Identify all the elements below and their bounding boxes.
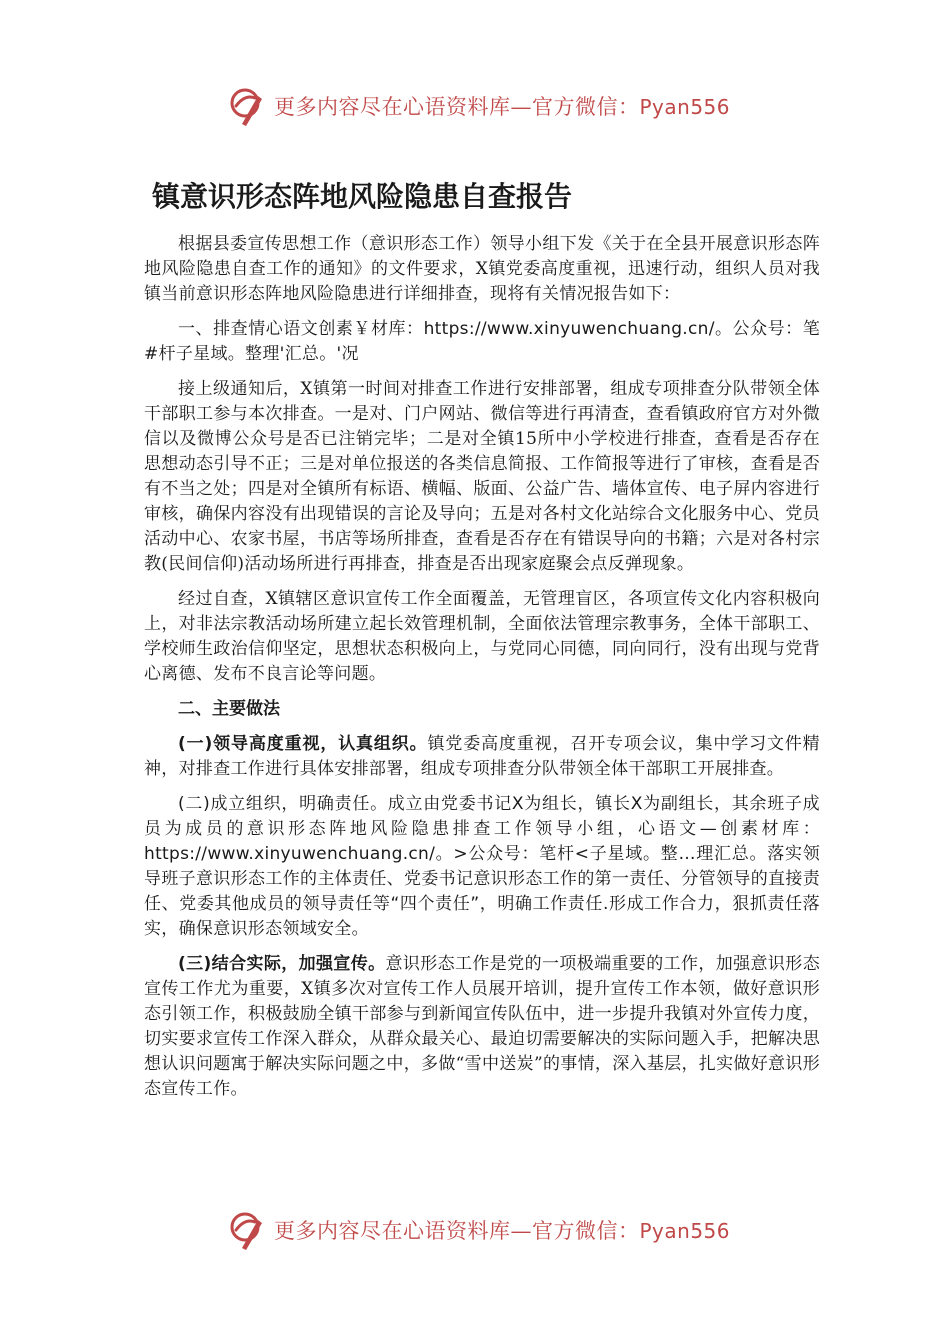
pen-logo-icon xyxy=(228,86,268,126)
footer-banner xyxy=(228,1208,748,1252)
section1-paragraph-1: 接上级通知后，X镇第一时间对排查工作进行安排部署，组成专项排查分队带领全体干部职工参与本次排查。一是对、门户网站、微信等进行再清查，查看镇政府官方对外微信以及微博公众号是否已注销完毕；二是对全镇15所中小学校进行排查，查看是否存在思想动态引导不正；三是对单位报送的各类信息简报、工作简报等进行了审核，查看是否有不当之处；四是对全镇所有标语、横幅、版面、公益广告、墙体宣传、电子屏内容进行审核，确保内容没有出现错误的言论及导向；五是对各村文化站综合文化服务中心、党员活动中心、农家书屋，书店等场所排查，查看是否存在有错误导向的书籍；六是对各村宗教(民间信仰)活动场所进行再排查，排查是否出现家庭聚会点反弹现象。 xyxy=(144,379,820,574)
item1-paragraph xyxy=(144,732,820,782)
item3-paragraph xyxy=(144,952,820,1102)
section2-heading: 二、主要做法 xyxy=(178,699,280,719)
document-body xyxy=(144,232,820,1112)
item2-paragraph: (二)成立组织，明确责任。成立由党委书记X为组长，镇长X为副组长，其余班子成员为成员的意识形态阵地风险隐患排查工作领导小组，心语文—创素材库：https://www.xinyuwenchuang.cn/。>公众号：笔杆<子星域。整…理汇总。落实领导班子意识形态工作的主体责任、党委书记意识形态工作的第一责任、分管领导的直接责任、党委其他成员的领导责任等“四个责任”，明确工作责任.形成工作合力，狠抓责任落实，确保意识形态领域安全。 xyxy=(144,794,820,939)
banner-text: 更多内容尽在心语资料库—官方微信：Pyan556 xyxy=(274,95,731,119)
item1-text: 镇党委高度重视，召开专项会议，集中学习文件精神，对排查工作进行具体安排部署，组成专项排查分队带领全体干部职工开展排查。 xyxy=(144,734,820,779)
item3-lead: (三)结合实际，加强宣传。 xyxy=(178,954,386,974)
section1-heading: 一、排查情心语文创素￥材库：https://www.xinyuwenchuang.cn/。公众号：笔#杆子星域。整理'汇总。'况 xyxy=(144,319,820,364)
section1-paragraph-2: 经过自查，X镇辖区意识宣传工作全面覆盖，无管理盲区，各项宣传文化内容积极向上，对非法宗教活动场所建立起长效管理机制，全面依法管理宗教事务，全体干部职工、学校师生政治信仰坚定，思想状态积极向上，与党同心同德，同向同行，没有出现与党背心离德、发布不良言论等问题。 xyxy=(144,589,820,684)
pen-logo-icon xyxy=(228,1210,268,1250)
page-title: 镇意识形态阵地风险隐患自查报告 xyxy=(152,180,573,213)
header-banner xyxy=(228,84,748,128)
wechat-id: Pyan556 xyxy=(639,95,731,119)
wechat-id: Pyan556 xyxy=(639,1219,731,1243)
item3-text: 意识形态工作是党的一项极端重要的工作，加强意识形态宣传工作尤为重要，X镇多次对宣传工作人员展开培训，提升宣传工作本领，做好意识形态引领工作，积极鼓励全镇干部参与到新闻宣传队伍中，进一步提升我镇对外宣传力度，切实要求宣传工作深入群众，从群众最关心、最迫切需要解决的实际问题入手，把解决思想认识问题寓于解决实际问题之中，多做“雪中送炭”的事情，深入基层，扎实做好意识形态宣传工作。 xyxy=(144,954,820,1099)
banner-text: 更多内容尽在心语资料库—官方微信：Pyan556 xyxy=(274,1219,731,1243)
item1-lead: (一)领导高度重视，认真组织。 xyxy=(178,734,428,754)
intro-paragraph: 根据县委宣传思想工作（意识形态工作）领导小组下发《关于在全县开展意识形态阵地风险隐患自查工作的通知》的文件要求，X镇党委高度重视，迅速行动，组织人员对我镇当前意识形态阵地风险隐患进行详细排查，现将有关情况报告如下： xyxy=(144,234,820,304)
